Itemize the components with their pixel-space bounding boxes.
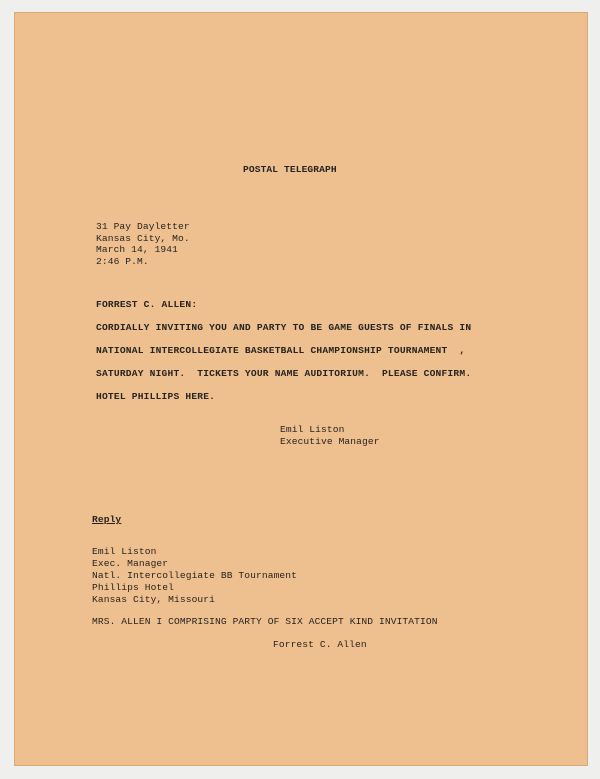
reply-message: MRS. ALLEN I COMPRISING PARTY OF SIX ACCEPT KIND INVITATION: [92, 616, 438, 627]
body-line: NATIONAL INTERCOLLEGIATE BASKETBALL CHAMPIONSHIP TOURNAMENT ,: [96, 345, 466, 356]
telegram-page: [14, 12, 588, 766]
header-line-date: March 14, 1941: [96, 244, 179, 255]
reply-label: Reply: [92, 514, 122, 525]
header-line-time: 2:46 P.M.: [96, 256, 149, 267]
reply-address-line: Emil Liston: [92, 546, 157, 557]
document-heading: POSTAL TELEGRAPH: [243, 164, 337, 175]
reply-signature: Forrest C. Allen: [273, 639, 367, 650]
reply-address-line: Exec. Manager: [92, 558, 169, 569]
reply-address-line: Kansas City, Missouri: [92, 594, 216, 605]
signature-name: Emil Liston: [280, 424, 345, 435]
header-line-city: Kansas City, Mo.: [96, 233, 190, 244]
header-line-rate: 31 Pay Dayletter: [96, 221, 190, 232]
body-line: SATURDAY NIGHT. TICKETS YOUR NAME AUDITORIUM. PLEASE CONFIRM.: [96, 368, 472, 379]
salutation: FORREST C. ALLEN:: [96, 299, 198, 310]
body-line: HOTEL PHILLIPS HERE.: [96, 391, 216, 402]
signature-title: Executive Manager: [280, 436, 380, 447]
body-line: CORDIALLY INVITING YOU AND PARTY TO BE GAME GUESTS OF FINALS IN: [96, 322, 472, 333]
reply-address-line: Natl. Intercollegiate BB Tournament: [92, 570, 298, 581]
reply-address-line: Phillips Hotel: [92, 582, 175, 593]
